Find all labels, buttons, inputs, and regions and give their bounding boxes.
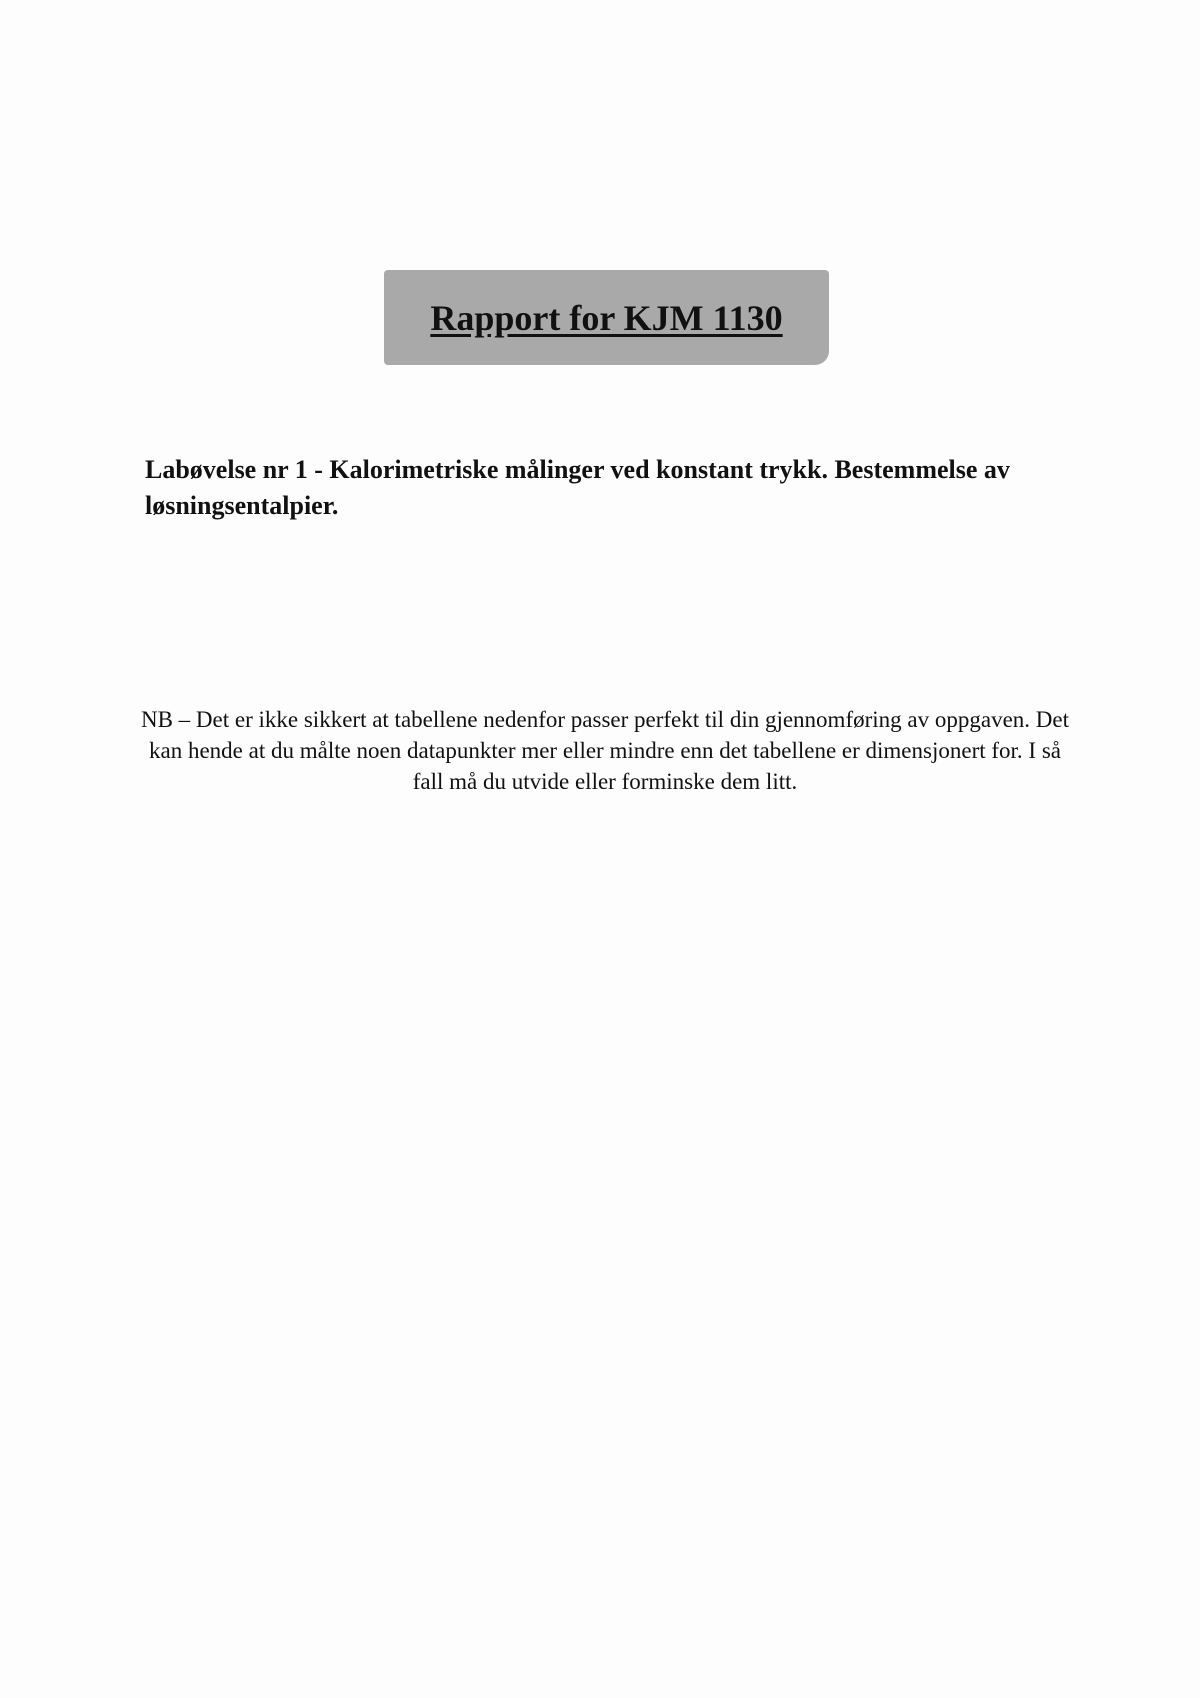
page-title: Rapport for KJM 1130 (430, 297, 783, 338)
note-paragraph: NB – Det er ikke sikkert at tabellene nedenfor passer perfekt til din gjennomføring av oppgaven. Det kan hende at du målte noen datapunkter mer eller mindre enn det tabellene er dimensjonert for. I så fall må du utvide eller forminske dem litt. (140, 707, 1069, 794)
exercise-subtitle: Labøvelse nr 1 - Kalorimetriske målinger ved konstant trykk. Bestemmelse av løsningsentalpier. (145, 455, 1010, 520)
title-box (384, 270, 829, 365)
